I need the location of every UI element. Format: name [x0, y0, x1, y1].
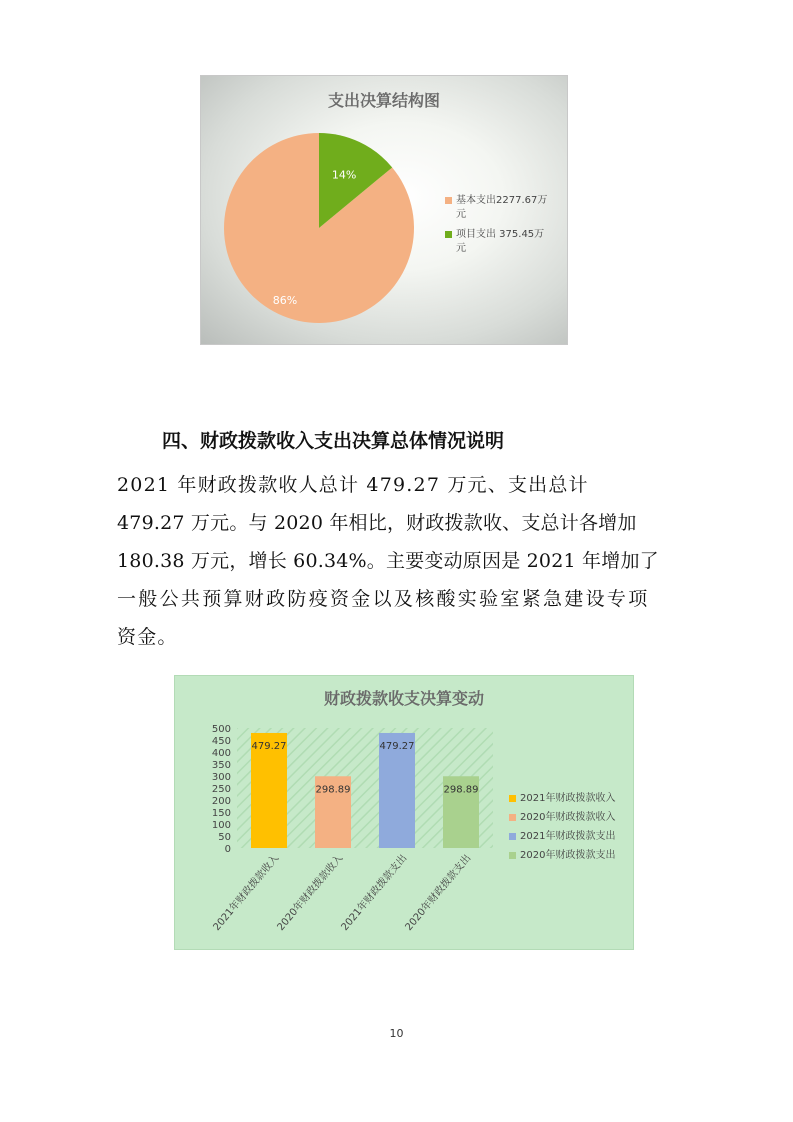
y-tick-label: 350	[211, 760, 231, 771]
pie-data-label: 86%	[272, 294, 298, 308]
bar-legend-swatch	[509, 795, 516, 802]
y-tick-label: 300	[211, 772, 231, 783]
x-category-label: 2020年财政拨款支出	[403, 852, 474, 934]
pie-legend-label: 基本支出2277.67万	[456, 195, 548, 206]
bar-legend-label: 2021年财政拨款收入	[520, 793, 616, 804]
pie-chart	[200, 75, 568, 345]
y-tick-label: 100	[211, 820, 231, 831]
pie-legend	[445, 194, 547, 256]
y-tick-label: 250	[211, 784, 231, 795]
bar-legend-swatch	[509, 833, 516, 840]
bar-legend-swatch	[509, 852, 516, 859]
bar-data-label: 298.89	[443, 784, 479, 796]
x-category-label: 2020年财政拨款收入	[275, 852, 346, 934]
y-tick-label: 200	[211, 796, 231, 807]
pie-chart-title: 支出决算结构图	[327, 91, 440, 110]
y-tick-label: 450	[211, 736, 231, 747]
pie-data-label: 14%	[331, 168, 357, 182]
bar-data-label: 298.89	[315, 784, 351, 796]
bar-legend	[509, 792, 615, 863]
bar-legend-label: 2021年财政拨款支出	[520, 831, 616, 842]
x-category-label: 2021年财政拨款收入	[211, 852, 282, 934]
page-number: 10	[389, 1027, 404, 1040]
pie-legend-swatch	[445, 231, 452, 238]
bar-chart-title: 财政拨款收支决算变动	[323, 689, 484, 708]
paragraph-line: 一般公共预算财政防疫资金以及核酸实验室紧急建设专项	[117, 588, 650, 610]
bar-legend-item	[509, 830, 615, 844]
pie-legend-label: 项目支出 375.45万	[456, 229, 545, 240]
y-tick-label: 500	[211, 724, 231, 735]
paragraph-line: 资金。	[117, 626, 178, 648]
y-tick-label: 400	[211, 748, 231, 759]
bar-legend-item	[509, 792, 615, 806]
bar-legend-item	[509, 849, 615, 863]
bar-legend-swatch	[509, 814, 516, 821]
pie-legend-label-cont: 元	[456, 243, 466, 254]
y-tick-label: 0	[224, 844, 231, 855]
pie-legend-label-cont: 元	[456, 209, 466, 220]
bar-data-label: 479.27	[251, 740, 287, 752]
x-category-label: 2021年财政拨款支出	[339, 852, 410, 934]
y-tick-label: 150	[211, 808, 231, 819]
y-tick-label: 50	[218, 832, 231, 843]
bar-legend-label: 2020年财政拨款支出	[520, 850, 616, 861]
paragraph-line: 180.38 万元，增长 60.34%。主要变动原因是 2021 年增加了	[117, 550, 659, 572]
pie-legend-item-project	[445, 228, 547, 256]
paragraph-line: 479.27 万元。与 2020 年相比，财政拨款收、支总计各增加	[117, 512, 637, 534]
section-heading: 四、财政拨款收入支出决算总体情况说明	[162, 430, 505, 452]
bar-data-label: 479.27	[379, 740, 415, 752]
pie-legend-swatch	[445, 197, 452, 204]
bar-chart	[174, 675, 634, 950]
paragraph-line: 2021 年财政拨款收人总计 479.27 万元、支出总计	[117, 474, 589, 496]
bar-legend-label: 2020年财政拨款收入	[520, 812, 616, 823]
bar-legend-item	[509, 811, 615, 825]
pie-legend-item-basic	[445, 194, 547, 222]
